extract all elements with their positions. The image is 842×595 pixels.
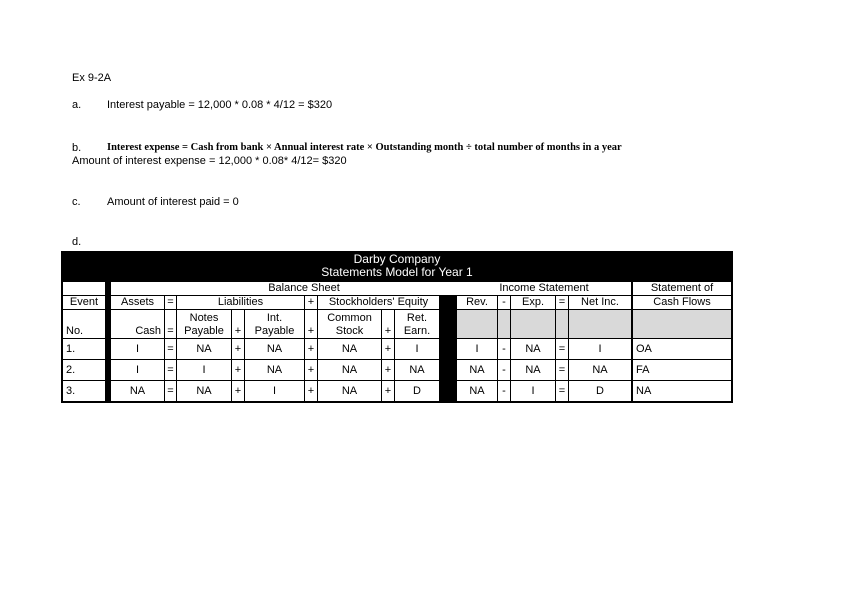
ret-header-2: Earn. [403, 325, 431, 337]
cell-cf: NA [633, 381, 731, 401]
liabilities-header: Liabilities [177, 296, 304, 309]
cell-int: NA [245, 360, 304, 380]
plus-op: + [382, 360, 394, 380]
cell-exp: NA [511, 360, 555, 380]
exercise-title: Ex 9-2A [72, 72, 112, 84]
cell-no: 2. [63, 360, 105, 380]
event-no-cell [63, 310, 105, 338]
int-header-1: Int. [266, 312, 283, 324]
cell-no: 1. [63, 339, 105, 359]
cell-rev: NA [457, 381, 497, 401]
gray-cell [633, 310, 731, 338]
equals-op: = [556, 360, 568, 380]
ret-header-1: Ret. [406, 312, 428, 324]
cell-common: NA [318, 360, 381, 380]
gray-cell [556, 310, 568, 338]
cash-header: Cash [135, 325, 161, 337]
cell-int: I [245, 381, 304, 401]
plus-op: + [305, 296, 317, 309]
cell-notes: NA [177, 381, 231, 401]
plus-op: + [232, 381, 244, 401]
ret-earn-header [395, 310, 439, 338]
minus-op: - [498, 296, 510, 309]
cell-ret: NA [395, 360, 439, 380]
plus-op: + [382, 339, 394, 359]
cell-cash: I [111, 339, 164, 359]
equals-op: = [167, 325, 174, 337]
common-header-2: Stock [335, 325, 364, 337]
income-statement-header: Income Statement [457, 282, 631, 295]
equals-op: = [556, 381, 568, 401]
equals-op: = [165, 339, 176, 359]
event-header: Event [63, 296, 105, 309]
cell-cash: NA [111, 381, 164, 401]
part-b-amount: Amount of interest expense = 12,000 * 0.08* 4/12= $320 [72, 155, 347, 167]
equals-op: = [165, 381, 176, 401]
cell-ret: I [395, 339, 439, 359]
minus-op: - [498, 381, 510, 401]
cell-exp: NA [511, 339, 555, 359]
plus-op-cell [382, 310, 394, 338]
part-b-letter: b. [72, 142, 82, 154]
cell-no: 3. [63, 381, 105, 401]
minus-op: - [498, 339, 510, 359]
equals-op: = [556, 296, 568, 309]
cell-ret: D [395, 381, 439, 401]
plus-op: + [307, 325, 315, 337]
gray-cell [511, 310, 555, 338]
model-subtitle: Statements Model for Year 1 [321, 265, 473, 279]
cell-cf: FA [633, 360, 731, 380]
cash-header-cell [111, 310, 164, 338]
assets-header: Assets [111, 296, 164, 309]
cell-notes: NA [177, 339, 231, 359]
plus-op: + [305, 339, 317, 359]
part-b-formula: Interest expense = Cash from bank × Annual interest rate × Outstanding month ÷ total number of months in a year [107, 142, 622, 153]
cell-net: NA [569, 360, 631, 380]
cell-rev: I [457, 339, 497, 359]
gray-cell [457, 310, 497, 338]
cell-common: NA [318, 381, 381, 401]
minus-op: - [498, 360, 510, 380]
plus-op-cell [232, 310, 244, 338]
int-header-2: Payable [254, 325, 295, 337]
notes-header-2: Payable [184, 325, 224, 337]
cell-int: NA [245, 339, 304, 359]
balance-sheet-header: Balance Sheet [111, 282, 497, 295]
cell-net: I [569, 339, 631, 359]
rev-header: Rev. [457, 296, 497, 309]
plus-op-cell [305, 310, 317, 338]
equals-op-cell [165, 310, 176, 338]
int-payable-header [245, 310, 304, 338]
plus-op: + [305, 381, 317, 401]
common-stock-header [318, 310, 381, 338]
plus-op: + [305, 360, 317, 380]
cell-common: NA [318, 339, 381, 359]
part-d-letter: d. [72, 236, 82, 248]
plus-op: + [234, 325, 242, 337]
plus-op: + [382, 381, 394, 401]
notes-header-1: Notes [189, 312, 219, 324]
part-a-text: Interest payable = 12,000 * 0.08 * 4/12 = $320 [107, 99, 333, 111]
gray-cell [569, 310, 631, 338]
stockholders-equity-header: Stockholders' Equity [318, 296, 439, 309]
cell-notes: I [177, 360, 231, 380]
equals-op: = [165, 360, 176, 380]
company-name: Darby Company [353, 252, 441, 266]
no-header: No. [66, 325, 84, 337]
equals-op: = [556, 339, 568, 359]
part-c-letter: c. [72, 196, 81, 208]
part-a-letter: a. [72, 99, 82, 111]
blank-cell [63, 282, 105, 295]
exp-header: Exp. [511, 296, 555, 309]
part-c-text: Amount of interest paid = 0 [107, 196, 239, 208]
plus-op: + [232, 339, 244, 359]
statements-model-table [61, 251, 733, 403]
net-income-header: Net Inc. [569, 296, 631, 309]
cell-cf: OA [633, 339, 731, 359]
plus-op: + [384, 325, 392, 337]
notes-payable-header [177, 310, 231, 338]
cash-flows-header-1: Statement of [633, 282, 731, 295]
plus-op: + [232, 360, 244, 380]
equals-op: = [165, 296, 176, 309]
cell-net: D [569, 381, 631, 401]
cell-rev: NA [457, 360, 497, 380]
common-header-1: Common [327, 312, 372, 324]
cash-flows-header-2: Cash Flows [633, 296, 731, 309]
cell-cash: I [111, 360, 164, 380]
cell-exp: I [511, 381, 555, 401]
gray-cell [498, 310, 510, 338]
